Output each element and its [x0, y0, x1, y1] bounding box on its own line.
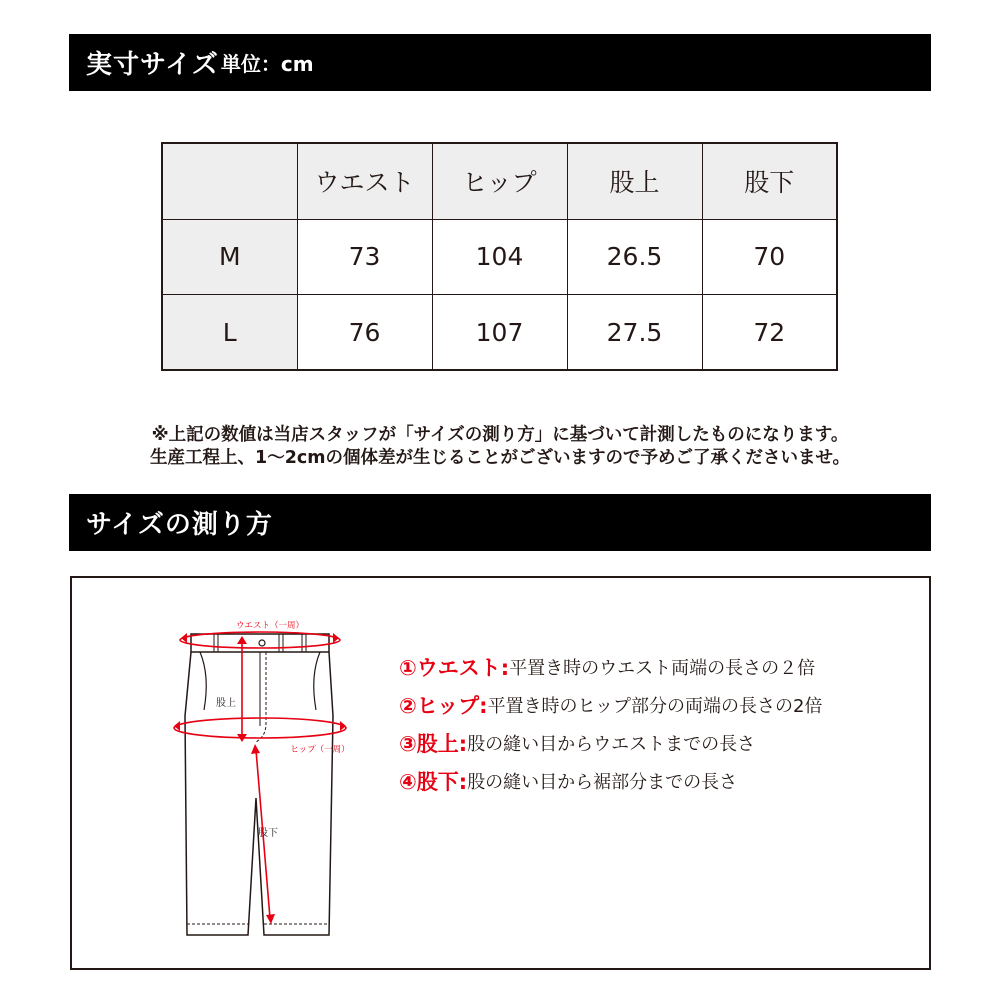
table-cell-rise: 26.5: [567, 219, 702, 295]
table-row: [162, 219, 837, 295]
legend-term: ③股上:: [399, 732, 468, 756]
legend-item-waist: [399, 648, 822, 686]
table-cell-rise: 27.5: [567, 295, 702, 371]
legend-item-inseam: [399, 762, 822, 800]
hip-label: ヒップ（一周）: [290, 745, 350, 755]
belt-loop-center: [279, 634, 283, 652]
rise-arrow-top-icon: [237, 636, 247, 644]
pants-diagram: [160, 606, 380, 946]
legend-desc: 股の縫い目からウエストまでの長さ: [467, 734, 756, 755]
table-header-row: [162, 143, 837, 219]
table-header-corner: [162, 143, 297, 219]
waist-label: ウエスト（一周）: [235, 621, 305, 631]
table-cell-inseam: 70: [702, 219, 837, 295]
measurement-note-line1: ※上記の数値は当店スタッフが「サイズの測り方」に基づいて計測したものになります。: [151, 425, 849, 445]
table-cell-waist: 73: [297, 219, 432, 295]
legend-term: ②ヒップ:: [399, 694, 488, 718]
belt-loop-left: [214, 634, 218, 652]
table-header-waist: ウエスト: [297, 143, 432, 219]
table-row-size: M: [162, 219, 297, 295]
table-cell-hip: 107: [432, 295, 567, 371]
pocket-left: [200, 652, 206, 710]
legend-desc: 股の縫い目から裾部分までの長さ: [467, 772, 738, 793]
table-header-inseam: 股下: [702, 143, 837, 219]
table-cell-hip: 104: [432, 219, 567, 295]
table-header-hip: ヒップ: [432, 143, 567, 219]
inseam-arrow-top-icon: [251, 744, 260, 754]
waistband-outline: [191, 634, 329, 652]
fly-stitch: [256, 652, 266, 742]
legend-desc: 平置き時のヒップ部分の両端の長さの2倍: [487, 696, 823, 717]
legend-term: ①ウエスト:: [399, 656, 510, 680]
inseam-label: 股下: [258, 828, 278, 839]
howto-section-title: サイズの測り方: [86, 510, 273, 540]
legend-term: ④股下:: [399, 770, 468, 794]
legend-desc: 平置き時のウエスト両端の長さの２倍: [509, 658, 816, 679]
rise-label: 股上: [216, 698, 236, 709]
belt-loop-right: [302, 634, 306, 652]
pocket-right: [314, 652, 320, 710]
size-section-title: 実寸サイズ: [86, 50, 219, 80]
howto-section-banner: [69, 494, 931, 551]
legend-item-hip: [399, 686, 822, 724]
legend-item-rise: [399, 724, 822, 762]
table-row-size: L: [162, 295, 297, 371]
size-unit-label: 単位：cm: [220, 52, 314, 76]
table-cell-inseam: 72: [702, 295, 837, 371]
inseam-arrow-bottom-icon: [266, 914, 275, 924]
size-section-banner: [69, 34, 931, 91]
table-header-rise: 股上: [567, 143, 702, 219]
button-icon: [259, 640, 265, 646]
measurement-note-line2: 生産工程上、1〜2cmの個体差が生じることがございますので予めご了承くださいませ。: [150, 448, 850, 468]
table-row: [162, 295, 837, 371]
measurement-legend: [399, 648, 822, 800]
size-table: [161, 142, 838, 371]
table-cell-waist: 76: [297, 295, 432, 371]
